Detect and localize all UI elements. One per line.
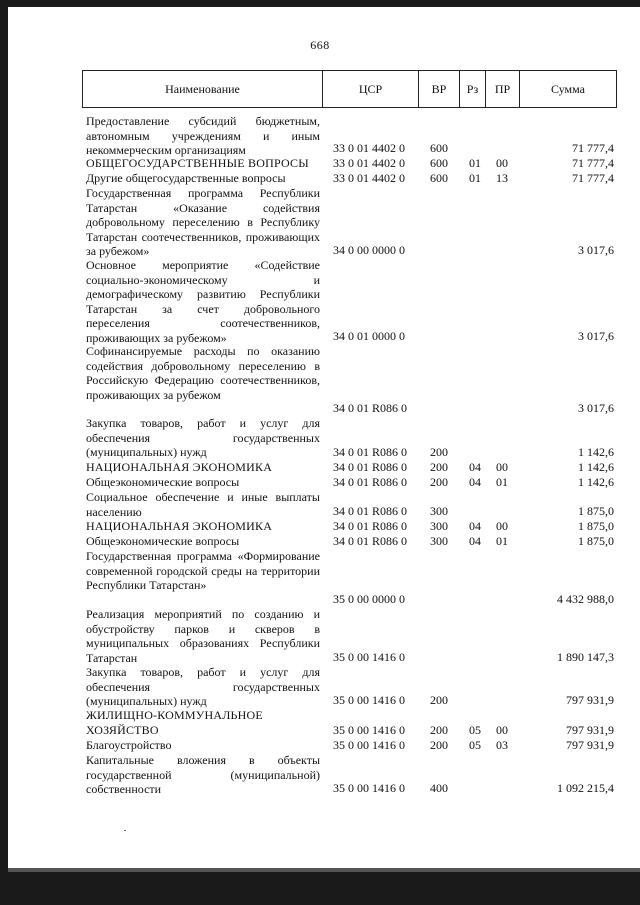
row-vr: 600 — [430, 156, 448, 171]
row-csr: 34 0 01 R086 0 — [333, 534, 408, 549]
table-row — [86, 460, 614, 475]
row-name: Общеэкономические вопросы — [86, 475, 240, 489]
row-rz: 04 — [469, 519, 481, 534]
row-sum: 797 931,9 — [566, 723, 614, 738]
row-vr: 300 — [430, 504, 448, 519]
row-vr: 200 — [430, 723, 448, 738]
scan-border-left — [0, 0, 8, 905]
row-sum: 3 017,6 — [578, 401, 614, 416]
row-csr: 34 0 01 R086 0 — [333, 460, 408, 475]
column-header-name: Наименование — [83, 71, 323, 107]
row-csr: 33 0 01 4402 0 — [333, 171, 405, 186]
row-name: НАЦИОНАЛЬНАЯ ЭКОНОМИКА — [86, 460, 273, 474]
row-name: Общеэкономические вопросы — [86, 534, 240, 548]
scan-border-top — [0, 0, 640, 7]
table-row — [86, 708, 614, 738]
row-vr: 200 — [430, 738, 448, 753]
row-name: Государственная программа Республики Татарстан «Оказание содействия добровольному переселению в Республику Татарстан соотечественников, проживающих за рубежом» — [86, 186, 320, 259]
table-row — [86, 490, 614, 519]
scan-border-bottom — [0, 872, 640, 905]
row-name: Закупка товаров, работ и услуг для обеспечения государственных (муниципальных) нужд — [86, 416, 320, 460]
row-sum: 1 875,0 — [578, 534, 614, 549]
row-name: Капитальные вложения в объекты государственной (муниципальной) собственности — [86, 753, 320, 797]
row-csr: 34 0 01 R086 0 — [333, 504, 408, 519]
row-sum: 1 092 215,4 — [557, 781, 614, 796]
row-name: ЖИЛИЩНО-КОММУНАЛЬНОЕ ХОЗЯЙСТВО — [86, 708, 263, 737]
table-row — [86, 607, 614, 665]
table-row — [86, 258, 614, 344]
row-sum: 4 432 988,0 — [557, 592, 614, 607]
row-vr: 300 — [430, 519, 448, 534]
row-sum: 1 142,6 — [578, 475, 614, 490]
row-csr: 34 0 01 R086 0 — [333, 445, 408, 460]
column-header-pr: ПР — [486, 71, 520, 107]
row-name: ОБЩЕГОСУДАРСТВЕННЫЕ ВОПРОСЫ — [86, 156, 309, 170]
row-sum: 71 777,4 — [572, 156, 614, 171]
row-sum: 1 875,0 — [578, 519, 614, 534]
row-sum: 1 142,6 — [578, 445, 614, 460]
row-csr: 33 0 01 4402 0 — [333, 141, 405, 156]
table-row — [86, 114, 614, 156]
row-csr: 35 0 00 1416 0 — [333, 781, 405, 796]
row-vr: 300 — [430, 534, 448, 549]
column-header-vr: ВР — [419, 71, 460, 107]
row-csr: 34 0 00 0000 0 — [333, 243, 405, 258]
row-rz: 04 — [469, 475, 481, 490]
row-name: Закупка товаров, работ и услуг для обеспечения государственных (муниципальных) нужд — [86, 665, 320, 709]
row-pr: 00 — [496, 460, 508, 475]
row-sum: 1 890 147,3 — [557, 650, 614, 665]
row-sum: 3 017,6 — [578, 243, 614, 258]
table-row — [86, 475, 614, 490]
table-row — [86, 186, 614, 258]
row-name: Предоставление субсидий бюджетным, автономным учреждениям и иным некоммерческим организациям — [86, 114, 320, 158]
row-sum: 797 931,9 — [566, 693, 614, 708]
row-pr: 01 — [496, 534, 508, 549]
row-name: Другие общегосударственные вопросы — [86, 171, 286, 185]
row-csr: 35 0 00 0000 0 — [333, 592, 405, 607]
table-row — [86, 549, 614, 607]
row-csr: 33 0 01 4402 0 — [333, 156, 405, 171]
row-csr: 34 0 01 R086 0 — [333, 519, 408, 534]
scan-speck — [124, 830, 126, 831]
table-row — [86, 416, 614, 460]
table-row — [86, 171, 614, 186]
row-name: Государственная программа «Формирование современной городской среды на территории Республики Татарстан» — [86, 549, 320, 593]
table-header — [82, 70, 617, 108]
table-row — [86, 738, 614, 753]
row-sum: 71 777,4 — [572, 141, 614, 156]
row-name: Реализация мероприятий по созданию и обустройству парков и скверов в муниципальных образованиях Республики Татарстан — [86, 607, 320, 665]
row-sum: 1 142,6 — [578, 460, 614, 475]
row-pr: 00 — [496, 519, 508, 534]
row-name: НАЦИОНАЛЬНАЯ ЭКОНОМИКА — [86, 519, 273, 533]
row-rz: 05 — [469, 723, 481, 738]
column-header-csr: ЦСР — [323, 71, 419, 107]
row-name: Социальное обеспечение и иные выплаты населению — [86, 490, 320, 519]
row-csr: 35 0 00 1416 0 — [333, 650, 405, 665]
row-vr: 400 — [430, 781, 448, 796]
row-vr: 600 — [430, 141, 448, 156]
row-csr: 35 0 00 1416 0 — [333, 693, 405, 708]
table-row — [86, 156, 614, 171]
column-header-rz: Рз — [460, 71, 486, 107]
row-rz: 05 — [469, 738, 481, 753]
row-rz: 04 — [469, 460, 481, 475]
row-sum: 3 017,6 — [578, 329, 614, 344]
table-row — [86, 534, 614, 549]
row-sum: 71 777,4 — [572, 171, 614, 186]
page-number: 668 — [310, 38, 330, 52]
row-vr: 200 — [430, 693, 448, 708]
table-row — [86, 519, 614, 534]
row-csr: 35 0 00 1416 0 — [333, 738, 405, 753]
row-rz: 01 — [469, 171, 481, 186]
row-vr: 200 — [430, 475, 448, 490]
row-sum: 797 931,9 — [566, 738, 614, 753]
row-vr: 600 — [430, 171, 448, 186]
row-csr: 34 0 01 R086 0 — [333, 475, 408, 490]
table-row — [86, 665, 614, 708]
row-rz: 04 — [469, 534, 481, 549]
row-pr: 03 — [496, 738, 508, 753]
row-pr: 00 — [496, 723, 508, 738]
table-row — [86, 344, 614, 416]
row-sum: 1 875,0 — [578, 504, 614, 519]
row-name: Основное мероприятие «Содействие социально-экономическому и демографическому развитию Республики Татарстан за счет добровольного переселения соотечественников, проживающих за рубежом» — [86, 258, 320, 345]
row-pr: 00 — [496, 156, 508, 171]
column-header-sum: Сумма — [551, 81, 585, 96]
row-csr: 34 0 01 R086 0 — [333, 401, 408, 416]
row-name: Благоустройство — [86, 738, 172, 752]
row-csr: 35 0 00 1416 0 — [333, 723, 405, 738]
row-vr: 200 — [430, 445, 448, 460]
row-name: Софинансируемые расходы по оказанию содействия добровольному переселению в Российскую Федерацию соотечественников, проживающих за рубежом — [86, 344, 320, 402]
row-rz: 01 — [469, 156, 481, 171]
row-pr: 01 — [496, 475, 508, 490]
row-vr: 200 — [430, 460, 448, 475]
row-pr: 13 — [496, 171, 508, 186]
row-csr: 34 0 01 0000 0 — [333, 329, 405, 344]
table-row — [86, 753, 614, 796]
